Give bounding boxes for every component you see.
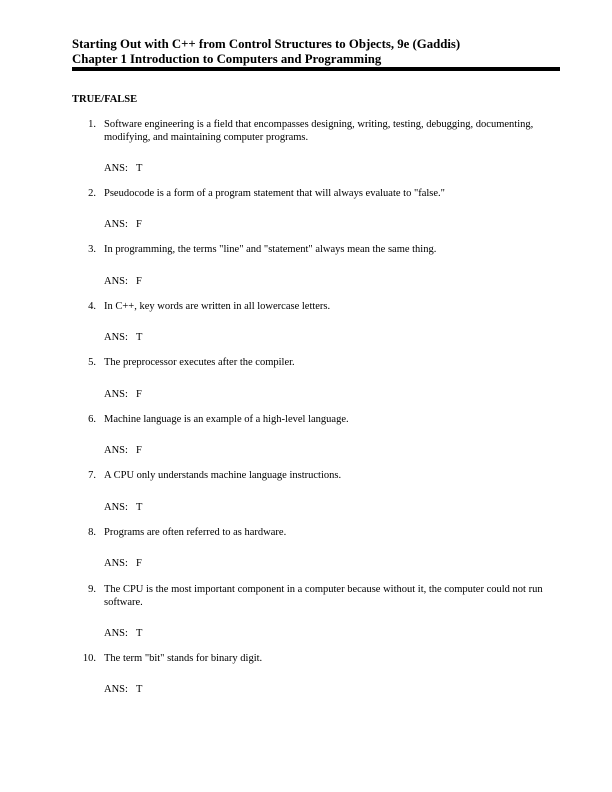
answer-line (104, 684, 142, 697)
question-text: The term "bit" stands for binary digit. (104, 653, 263, 664)
chapter-title: Chapter 1 Introduction to Computers and Programming (72, 52, 382, 66)
question-text: In C++, key words are written in all lowercase letters. (104, 301, 331, 312)
answer-line (104, 219, 142, 232)
question-text: Pseudocode is a form of a program statement that will always evaluate to "false." (104, 188, 445, 199)
answer-label: ANS: (104, 628, 128, 639)
answer-line (104, 558, 142, 571)
question-number: 8. (88, 527, 96, 538)
answer-value: T (136, 163, 143, 174)
answer-value: T (136, 684, 143, 695)
answer-line (104, 163, 142, 176)
answer-line (104, 332, 142, 345)
section-title: TRUE/FALSE (72, 94, 138, 105)
question-number: 1. (88, 119, 96, 130)
answer-value: F (136, 276, 142, 287)
question-number: 10. (82, 653, 96, 664)
question-number: 7. (88, 470, 96, 481)
answer-label: ANS: (104, 502, 128, 513)
answer-label: ANS: (104, 389, 128, 400)
answer-label: ANS: (104, 558, 128, 569)
answer-line (104, 502, 142, 515)
question-number: 6. (88, 414, 96, 425)
answer-value: T (136, 332, 143, 343)
answer-label: ANS: (104, 219, 128, 230)
answer-line (104, 389, 142, 402)
question-text: In programming, the terms "line" and "statement" always mean the same thing. (104, 244, 437, 255)
answer-value: F (136, 445, 142, 456)
answer-value: F (136, 558, 142, 569)
question-text: The preprocessor executes after the compiler. (104, 357, 295, 368)
question-text: Machine language is an example of a high-level language. (104, 414, 349, 425)
answer-label: ANS: (104, 276, 128, 287)
question-number: 3. (88, 244, 96, 255)
question-number: 4. (88, 301, 96, 312)
answer-line (104, 628, 142, 641)
question-text: A CPU only understands machine language instructions. (104, 470, 342, 481)
answer-value: F (136, 389, 142, 400)
answer-label: ANS: (104, 332, 128, 343)
answer-line (104, 276, 142, 289)
question-text: Software engineering is a field that encompasses designing, writing, testing, debugging, documenting, modifying, and maintaining computer programs. (104, 119, 534, 143)
answer-value: T (136, 502, 143, 513)
question-number: 2. (88, 188, 96, 199)
book-title: Starting Out with C++ from Control Structures to Objects, 9e (Gaddis) (72, 37, 461, 51)
question-number: 9. (88, 584, 96, 595)
answer-label: ANS: (104, 445, 128, 456)
question-text: The CPU is the most important component in a computer because without it, the computer could not run software. (104, 584, 543, 608)
answer-label: ANS: (104, 684, 128, 695)
answer-value: F (136, 219, 142, 230)
answer-label: ANS: (104, 163, 128, 174)
question-text: Programs are often referred to as hardware. (104, 527, 287, 538)
answer-line (104, 445, 142, 458)
question-number: 5. (88, 357, 96, 368)
answer-value: T (136, 628, 143, 639)
